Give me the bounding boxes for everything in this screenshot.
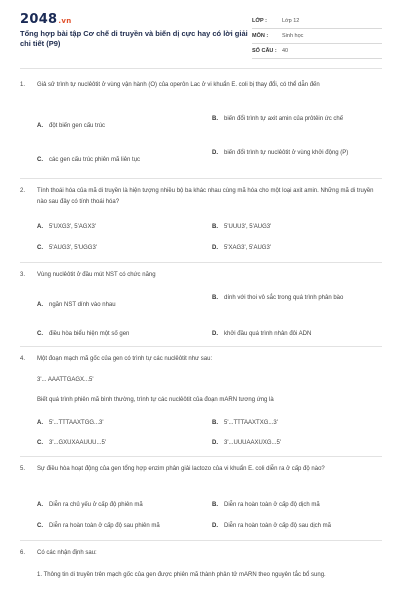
option-d[interactable] xyxy=(212,438,380,448)
option-letter: B. xyxy=(212,116,218,122)
option-c[interactable] xyxy=(37,243,197,253)
option-letter: B. xyxy=(212,224,218,230)
option-text: 5'UXG3', 5'AGX3' xyxy=(49,224,96,230)
option-letter: A. xyxy=(37,420,43,426)
brand-name: 2048 xyxy=(20,12,58,27)
question-subtext: Biết quá trình phiên mã bình thường, trình tự các nuclêôtit của đoạn mARN tương ứng là xyxy=(37,397,274,403)
option-letter: B. xyxy=(212,295,218,301)
option-text: 5'UUU3', 5'AUG3' xyxy=(224,224,272,230)
option-letter: C. xyxy=(37,331,43,337)
option-letter: A. xyxy=(37,302,43,308)
divider xyxy=(20,178,382,179)
question-1 xyxy=(20,80,382,91)
option-b[interactable] xyxy=(212,293,380,303)
question-text: Giả sử trình tự nuclêôtit ở vùng vận hành (O) của operôn Lac ở vi khuẩn E. coli bị thay đổi, có thể dẫn đến xyxy=(37,82,320,88)
question-text: Sự điều hòa hoạt động của gen tổng hợp enzim phân giải lactozo của vi khuẩn E. coli diễn ra ở cấp độ nào? xyxy=(37,466,325,472)
option-letter: C. xyxy=(37,440,43,446)
option-c[interactable] xyxy=(37,329,197,339)
option-text: biến đổi trình tự axit amin của prôtêin ức chế xyxy=(224,116,344,122)
option-a[interactable] xyxy=(37,121,197,131)
question-text: Một đoạn mạch mã gốc của gen có trình tự các nuclêôtit như sau: xyxy=(37,356,213,362)
option-text: điều hòa biểu hiện một số gen xyxy=(49,331,130,337)
question-number: 3. xyxy=(20,272,26,278)
option-text: 3'...UUUAAXUXG...5' xyxy=(224,440,281,446)
divider xyxy=(20,456,382,457)
option-text: khởi đầu quá trình nhân đôi ADN xyxy=(224,331,312,337)
option-text: dính với thoi vô sắc trong quá trình phân bào xyxy=(224,295,344,301)
option-letter: D. xyxy=(212,523,218,529)
meta-key: LỚP : xyxy=(252,18,267,24)
option-letter: C. xyxy=(37,157,43,163)
option-c[interactable] xyxy=(37,521,202,531)
meta-row-class xyxy=(252,14,382,29)
question-number: 6. xyxy=(20,550,26,556)
question-number: 2. xyxy=(20,188,26,194)
page-title: Tổng hợp bài tập Cơ chế di truyền và biến dị cực hay có lời giải chi tiết (P9) xyxy=(20,29,248,48)
meta-value: Lớp 12 xyxy=(282,18,300,24)
option-text: 3'...GXUXAAUUU...5' xyxy=(49,440,106,446)
option-text: Diễn ra hoàn toàn ở cấp độ sau phiên mã xyxy=(49,523,160,529)
meta-key: MÔN : xyxy=(252,33,269,39)
option-letter: A. xyxy=(37,123,43,129)
option-text: đột biến gen cấu trúc xyxy=(49,123,106,129)
option-a[interactable] xyxy=(37,300,197,310)
option-a[interactable] xyxy=(37,222,197,232)
option-letter: B. xyxy=(212,502,218,508)
question-text: Tính thoái hóa của mã di truyền là hiện tượng nhiều bộ ba khác nhau cùng mã hóa cho một loại axit amin. Những mã di truyền nào sau đây có tính thoái hóa? xyxy=(37,188,374,205)
option-letter: C. xyxy=(37,245,43,251)
brand-logo[interactable] xyxy=(20,12,72,27)
option-letter: A. xyxy=(37,224,43,230)
option-a[interactable] xyxy=(37,418,197,428)
option-b[interactable] xyxy=(212,418,380,428)
meta-row-subject xyxy=(252,29,382,44)
divider xyxy=(20,262,382,263)
option-text: biến đổi trình tự nuclêôtit ở vùng khởi động (P) xyxy=(224,150,349,156)
document-header xyxy=(0,0,400,62)
option-letter: D. xyxy=(212,150,218,156)
question-6 xyxy=(20,548,382,559)
option-d[interactable] xyxy=(212,148,380,158)
option-text: 5'XAG3', 5'AUG3' xyxy=(224,245,271,251)
meta-key: SỐ CÂU : xyxy=(252,48,277,54)
option-letter: D. xyxy=(212,331,218,337)
meta-row-count xyxy=(252,44,382,59)
question-5 xyxy=(20,464,382,475)
question-number: 4. xyxy=(20,356,26,362)
divider xyxy=(20,346,382,347)
meta-value: 40 xyxy=(282,48,289,54)
option-c[interactable] xyxy=(37,438,197,448)
divider xyxy=(20,540,382,541)
option-d[interactable] xyxy=(212,329,380,339)
option-text: 5'...TTTAAXTXG...3' xyxy=(224,420,278,426)
question-number: 1. xyxy=(20,82,26,88)
brand-tld: .vn xyxy=(58,17,72,25)
option-d[interactable] xyxy=(212,243,380,253)
option-d[interactable] xyxy=(212,521,380,531)
meta-table xyxy=(252,14,382,59)
option-letter: D. xyxy=(212,440,218,446)
question-4 xyxy=(20,354,382,365)
option-b[interactable] xyxy=(212,222,380,232)
option-c[interactable] xyxy=(37,155,197,165)
question-text: Có các nhận định sau: xyxy=(37,550,97,556)
meta-value: Sinh học xyxy=(282,33,304,39)
option-text: các gen cấu trúc phiên mã liên tục xyxy=(49,157,141,163)
option-text: ngăn NST dính vào nhau xyxy=(49,302,116,308)
question-sequence: 3'... AAATTGAGX...5' xyxy=(37,377,94,383)
option-letter: A. xyxy=(37,502,43,508)
option-letter: C. xyxy=(37,523,43,529)
option-text: Diễn ra hoàn toàn ở cấp độ dịch mã xyxy=(224,502,320,508)
option-b[interactable] xyxy=(212,114,380,124)
option-a[interactable] xyxy=(37,500,197,510)
question-text: Vùng nuclêôtit ở đầu mút NST có chức năng xyxy=(37,272,156,278)
question-3 xyxy=(20,270,382,281)
option-text: Diễn ra hoàn toàn ở cấp độ sau dịch mã xyxy=(224,523,332,529)
option-letter: B. xyxy=(212,420,218,426)
option-letter: D. xyxy=(212,245,218,251)
option-text: 5'AUG3', 5'UGG3' xyxy=(49,245,97,251)
option-text: 5'...TTTAAXTGG...3' xyxy=(49,420,104,426)
statement-1: 1. Thông tin di truyền trên mạch gốc của gen được phiên mã thành phân tử mARN theo nguyên tắc bổ sung. xyxy=(37,572,326,578)
question-number: 5. xyxy=(20,466,26,472)
option-text: Diễn ra chủ yếu ở cấp độ phiên mã xyxy=(49,502,143,508)
question-2 xyxy=(20,186,382,207)
divider xyxy=(20,68,382,69)
option-b[interactable] xyxy=(212,500,380,510)
